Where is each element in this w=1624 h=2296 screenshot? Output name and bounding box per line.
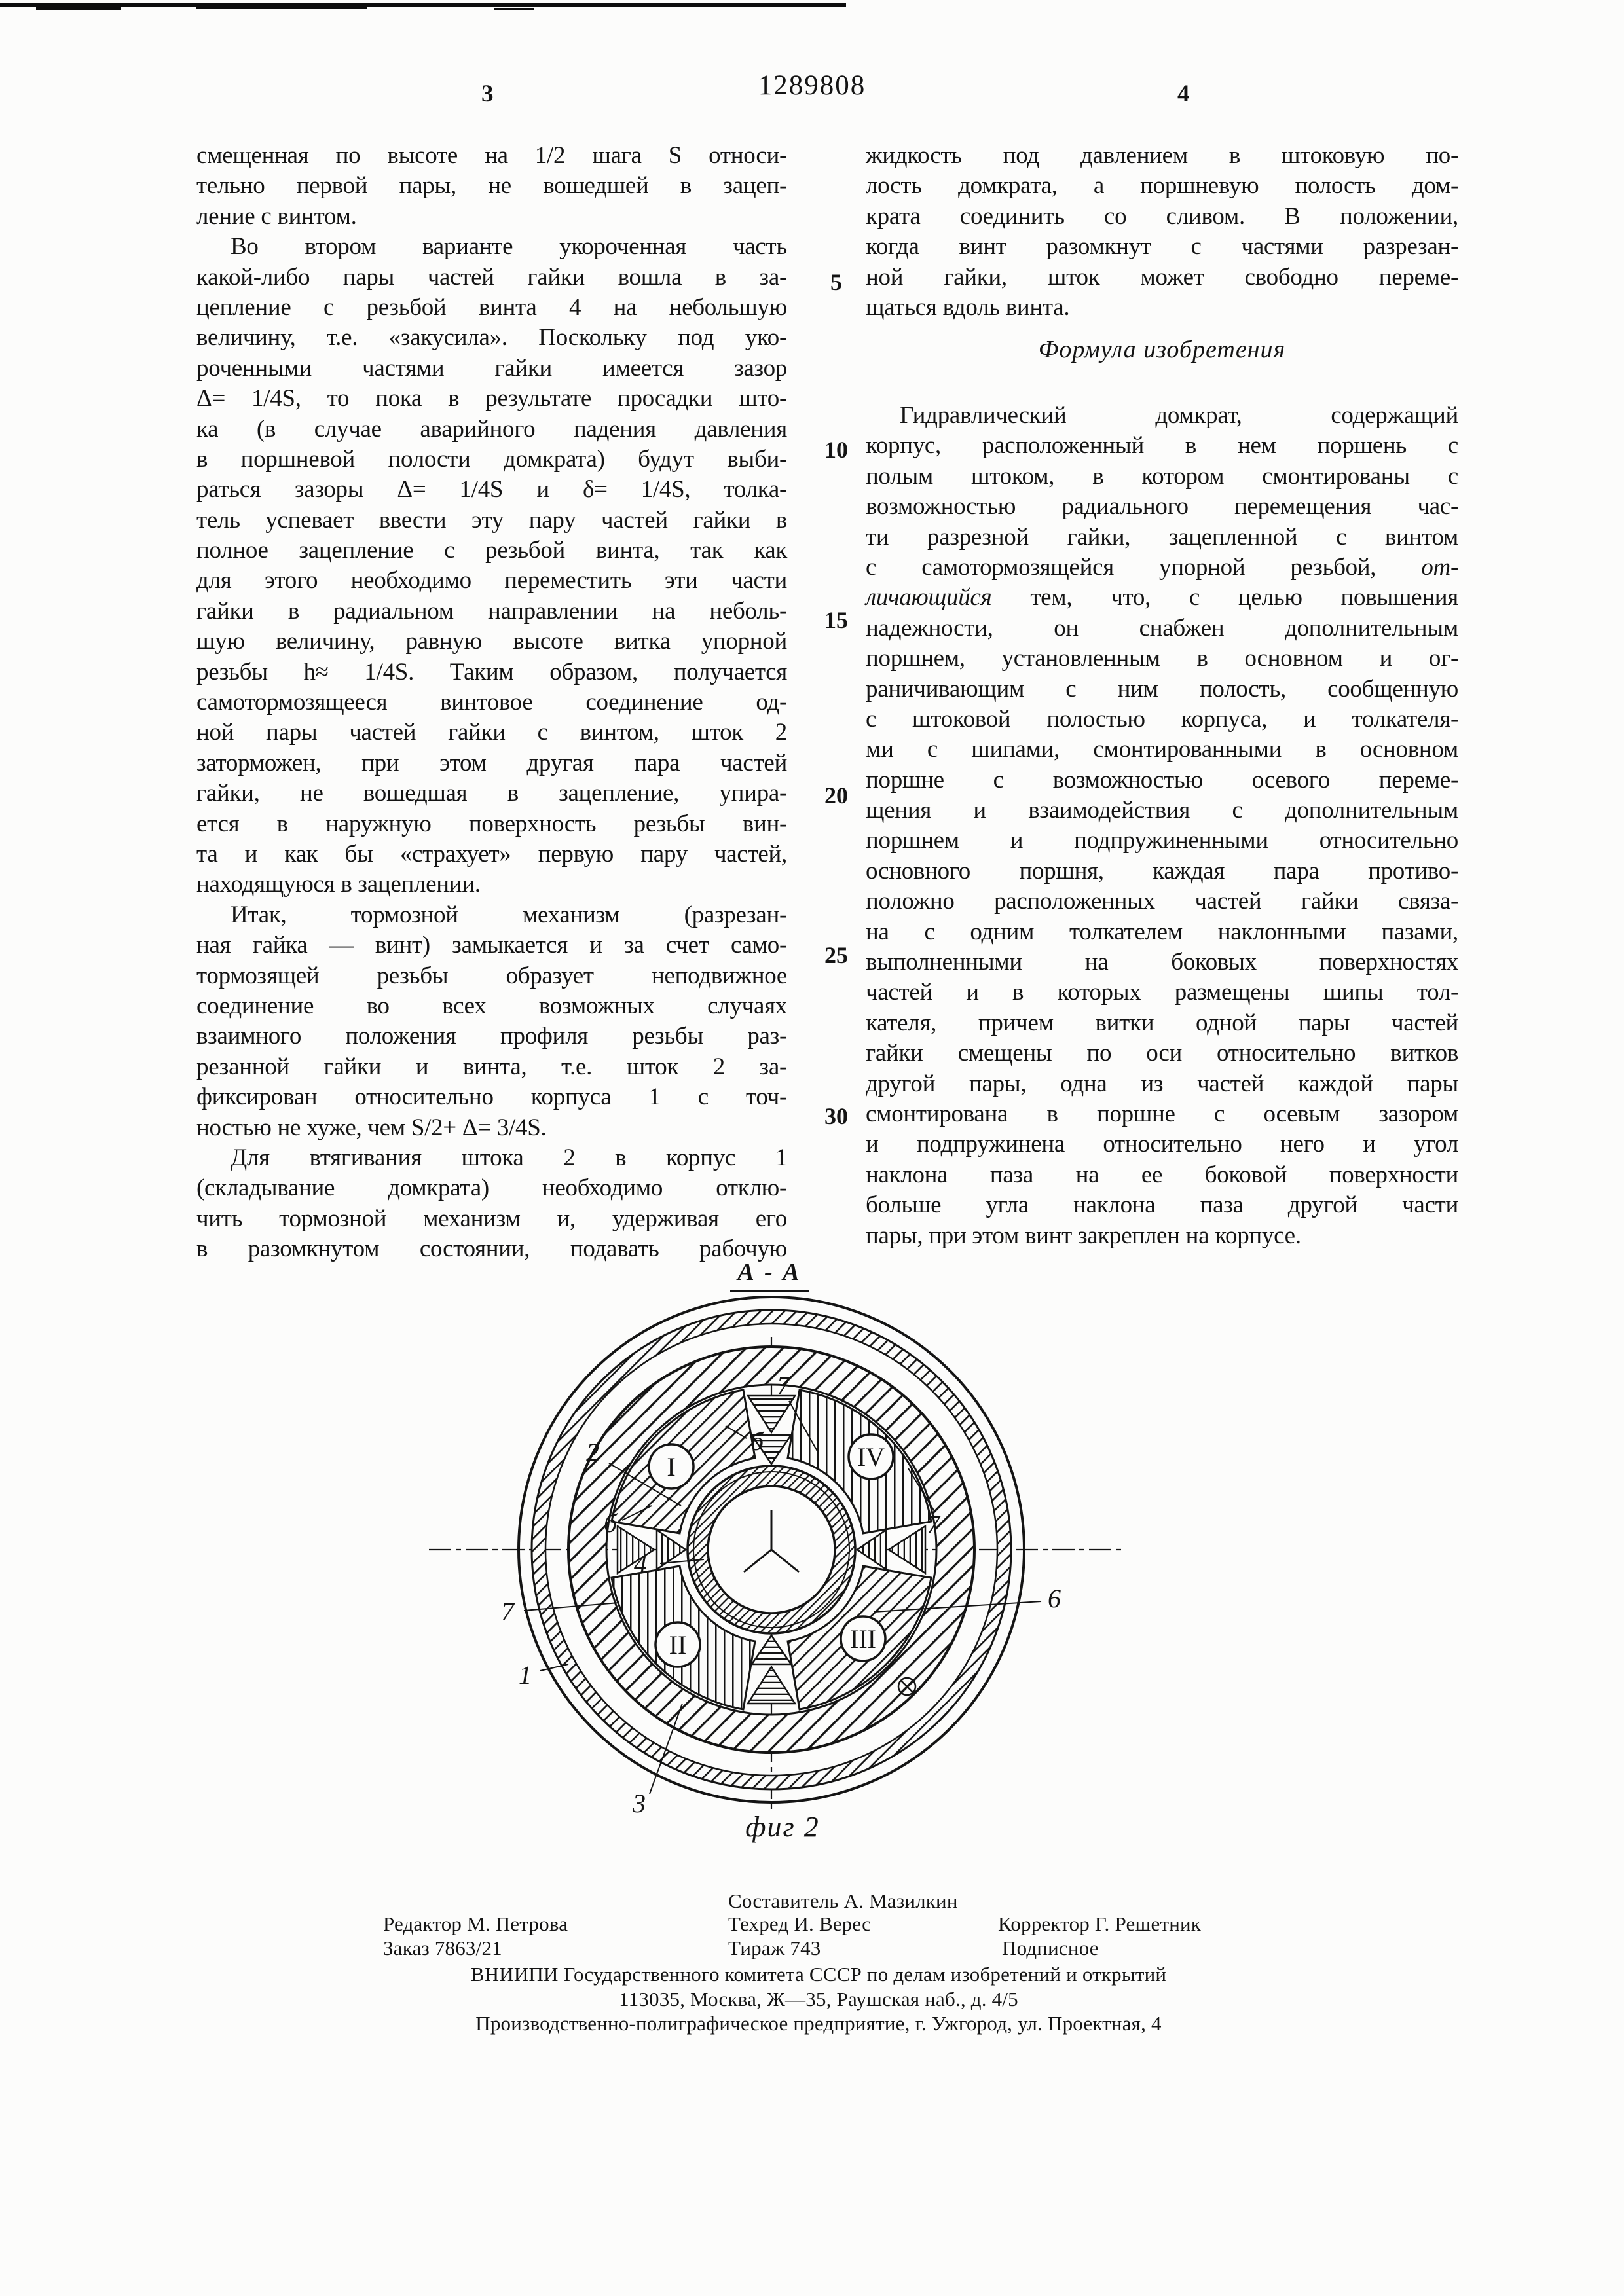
text-line: в разомкнутом состоянии, подавать рабочую [196, 1235, 787, 1263]
footer-compiler: Составитель А. Мазилкин [728, 1889, 958, 1912]
text-line: поршнем, установленным в основном и ог- [866, 645, 1458, 672]
footer-order: Заказ 7863/21 [383, 1937, 502, 1959]
text-line: 25 [824, 942, 848, 968]
text-line: гайки в радиальном направлении на неболь- [196, 597, 787, 625]
svg-text:I: I [667, 1452, 676, 1482]
text-line: наклона паза на ее боковой поверхности [866, 1161, 1458, 1188]
text-line: с штоковой полостью корпуса, и толкателя- [866, 705, 1458, 733]
footer-techred: Техред И. Верес [728, 1912, 872, 1935]
figure-label-2: 2 [586, 1438, 599, 1467]
page-number-right: 4 [1177, 81, 1190, 107]
svg-text:IV: IV [857, 1442, 885, 1472]
text-line: величину, т.е. «закусила». Поскольку под уко- [196, 324, 787, 352]
claim-line-numbers [813, 0, 859, 1178]
text-line: ление с винтом. [196, 202, 357, 230]
text-line: возможностью радиального перемещения час- [866, 493, 1458, 520]
footer-corrector: Корректор Г. Решетник [998, 1912, 1202, 1935]
text-line: для этого необходимо переместить эти части [196, 567, 787, 594]
text-line: 30 [824, 1103, 848, 1129]
patent-number: 1289808 [758, 70, 866, 101]
figure-label-7-right: 7 [927, 1510, 940, 1539]
text-line: соединение во всех возможных случаях [196, 992, 787, 1019]
text-line: чить тормозной механизм и, удерживая его [196, 1205, 787, 1232]
scan-artifact-speck [494, 8, 534, 10]
svg-text:II: II [669, 1630, 687, 1660]
text-line: находящуюся в зацеплении. [196, 871, 481, 898]
text-line: тельно первой пары, не вошедшей в зацеп- [196, 172, 787, 200]
text-line: корпус, расположенный в нем поршень с [866, 432, 1458, 460]
text-line: частей и в которых размещены шипы тол- [866, 979, 1458, 1006]
text-line: крата соединить со сливом. В положении, [866, 202, 1458, 230]
text-line: больше угла наклона паза другой части [866, 1192, 1458, 1219]
text-line: резьбы h≈ 1/4S. Таким образом, получается [196, 658, 787, 685]
text-line: полым штоком, в котором смонтированы с [866, 462, 1458, 490]
text-line: Δ= 1/4S, то пока в результате просадки што- [196, 385, 787, 412]
figure-label-b-left: б [604, 1508, 618, 1538]
figure-caption: фиг 2 [745, 1811, 820, 1843]
text-line: в поршневой полости домкрата) будут выби- [196, 445, 787, 473]
quadrant-label-II [655, 1622, 700, 1667]
text-line: ка (в случае аварийного падения давления [196, 415, 787, 443]
text-line: надежности, он снабжен дополнительным [866, 614, 1458, 642]
footer-subscription: Подписное [1002, 1937, 1099, 1959]
quadrant-label-I [649, 1444, 693, 1489]
text-line: заторможен, при этом другая пара частей [196, 749, 787, 776]
text-line: положно расположенных частей гайки связа- [866, 888, 1458, 915]
text-line: резанной гайки и винта, т.е. шток 2 за- [196, 1053, 787, 1080]
text-line: раться зазоры Δ= 1/4S и δ= 1/4S, толка- [196, 476, 787, 503]
claims-heading: Формула изобретения [1038, 336, 1286, 363]
text-line: жидкость под давлением в штоковую по- [866, 142, 1458, 169]
text-line: пары, при этом винт закреплен на корпусе. [866, 1222, 1301, 1249]
text-line: тормозящей резьбы образует неподвижное [196, 962, 787, 989]
text-line: лость домкрата, а поршневую полость дом- [866, 172, 1458, 200]
text-line: 5 [830, 269, 842, 295]
text-line: поршне с возможностью осевого переме- [866, 766, 1458, 793]
text-line: выполненными на боковых поверхностях [866, 949, 1458, 976]
figure-label-4: 4 [634, 1549, 647, 1578]
text-line: ти разрезной гайки, зацепленной с винтом [866, 523, 1458, 551]
text-line: полное зацепление с резьбой винта, так как [196, 537, 787, 564]
figure-label-7-left: 7 [501, 1597, 514, 1626]
text-line: ется в наружную поверхность резьбы вин- [196, 810, 787, 837]
scan-artifact-speck [36, 7, 121, 10]
text-line: поршнем и подпружиненными относительно [866, 827, 1458, 854]
scan-artifact-line [0, 3, 846, 7]
text-line: взаимного положения профиля резьбы раз- [196, 1023, 787, 1050]
right-text-column-top [866, 141, 1458, 323]
text-line: фиксирован относительно корпуса 1 с точ- [196, 1084, 787, 1111]
quadrant-label-IV [849, 1434, 893, 1479]
text-line: Для втягивания штока 2 в корпус 1 [231, 1144, 787, 1171]
text-line: щения и взаимодействия с дополнительным [866, 797, 1458, 824]
right-text-column-claims [866, 401, 1458, 1251]
svg-text:III: III [850, 1624, 876, 1654]
text-line: и подпружинена относительно него и угол [866, 1131, 1458, 1158]
footer-tirazh: Тираж 743 [728, 1937, 821, 1959]
figure-label-7-top: 7 [777, 1371, 790, 1400]
scan-artifact-speck [196, 7, 367, 9]
text-line: гайки, не вошедшая в зацепление, упира- [196, 780, 787, 807]
text-line: гайки смещены по оси относительно витков [866, 1040, 1458, 1067]
quadrant-label-III [841, 1616, 885, 1661]
figure-label-3: 3 [633, 1789, 646, 1818]
figure-label-b-top: б [750, 1427, 764, 1456]
text-line: роченными частями гайки имеется зазор [196, 354, 787, 382]
text-line: щаться вдоль винта. [866, 293, 1070, 321]
text-line: основного поршня, каждая пара противо- [866, 857, 1458, 884]
text-line: какой-либо пары частей гайки вошла в за- [196, 263, 787, 291]
text-line: раничивающим с ним полость, сообщенную [866, 675, 1458, 702]
footer-editor: Редактор М. Петрова [383, 1912, 568, 1935]
text-line: 15 [824, 607, 848, 633]
text-line: самотормозящееся винтовое соединение од- [196, 689, 787, 716]
text-line: ной пары частей гайки с винтом, шток 2 [196, 719, 787, 746]
text-line: Гидравлический домкрат, содержащий [900, 402, 1458, 429]
text-line: смонтирована в поршне с осевым зазором [866, 1100, 1458, 1127]
text-line: кателя, причем витки одной пары частей [866, 1009, 1458, 1036]
text-line: ми с шипами, смонтированными в основном [866, 736, 1458, 763]
text-line: ностью не хуже, чем S/2+ Δ= 3/4S. [196, 1114, 547, 1141]
figure-label-1: 1 [519, 1660, 532, 1690]
text-line: с самотормозящейся упорной резьбой, от- [866, 553, 1458, 581]
text-line: ная гайка — винт) замыкается и за счет само- [196, 932, 787, 959]
text-line: другой пары, одна из частей каждой пары [866, 1070, 1458, 1097]
figure-2-drawing [393, 1244, 1179, 1853]
text-line: смещенная по высоте на 1/2 шага S относи- [196, 142, 787, 169]
figure-label-6-right: 6 [1048, 1584, 1061, 1613]
text-line: та и как бы «страхует» первую пару частей, [196, 840, 787, 867]
text-line: на с одним толкателем наклонными пазами, [866, 918, 1458, 945]
text-line: Итак, тормозной механизм (разрезан- [231, 901, 787, 928]
text-line: личающийся тем, что, с целью повышения [866, 584, 1458, 611]
footer-address: 113035, Москва, Ж—35, Раушская наб., д. 4/5 [619, 1988, 1018, 2011]
text-line: шую величину, равную высоте витка упорной [196, 628, 787, 655]
left-text-column [196, 141, 787, 1264]
text-line: Во втором варианте укороченная часть [231, 233, 787, 261]
text-line: (складывание домкрата) необходимо отклю- [196, 1175, 787, 1202]
section-title: А - А [737, 1258, 802, 1286]
page-number-left: 3 [481, 81, 494, 107]
text-line: 20 [824, 782, 848, 809]
footer-printer: Производственно-полиграфическое предприятие, г. Ужгород, ул. Проектная, 4 [475, 2012, 1162, 2035]
footer-vniip: ВНИИПИ Государственного комитета СССР по делам изобретений и открытий [470, 1963, 1167, 1986]
text-line: когда винт разомкнут с частями разрезан- [866, 233, 1458, 261]
section-drawing-svg [393, 1244, 1179, 1853]
text-line: 10 [824, 437, 848, 463]
text-line: ной гайки, шток может свободно переме- [866, 263, 1458, 291]
text-line: тель успевает ввести эту пару частей гайки в [196, 506, 787, 534]
text-line: цепление с резьбой винта 4 на небольшую [196, 293, 787, 321]
